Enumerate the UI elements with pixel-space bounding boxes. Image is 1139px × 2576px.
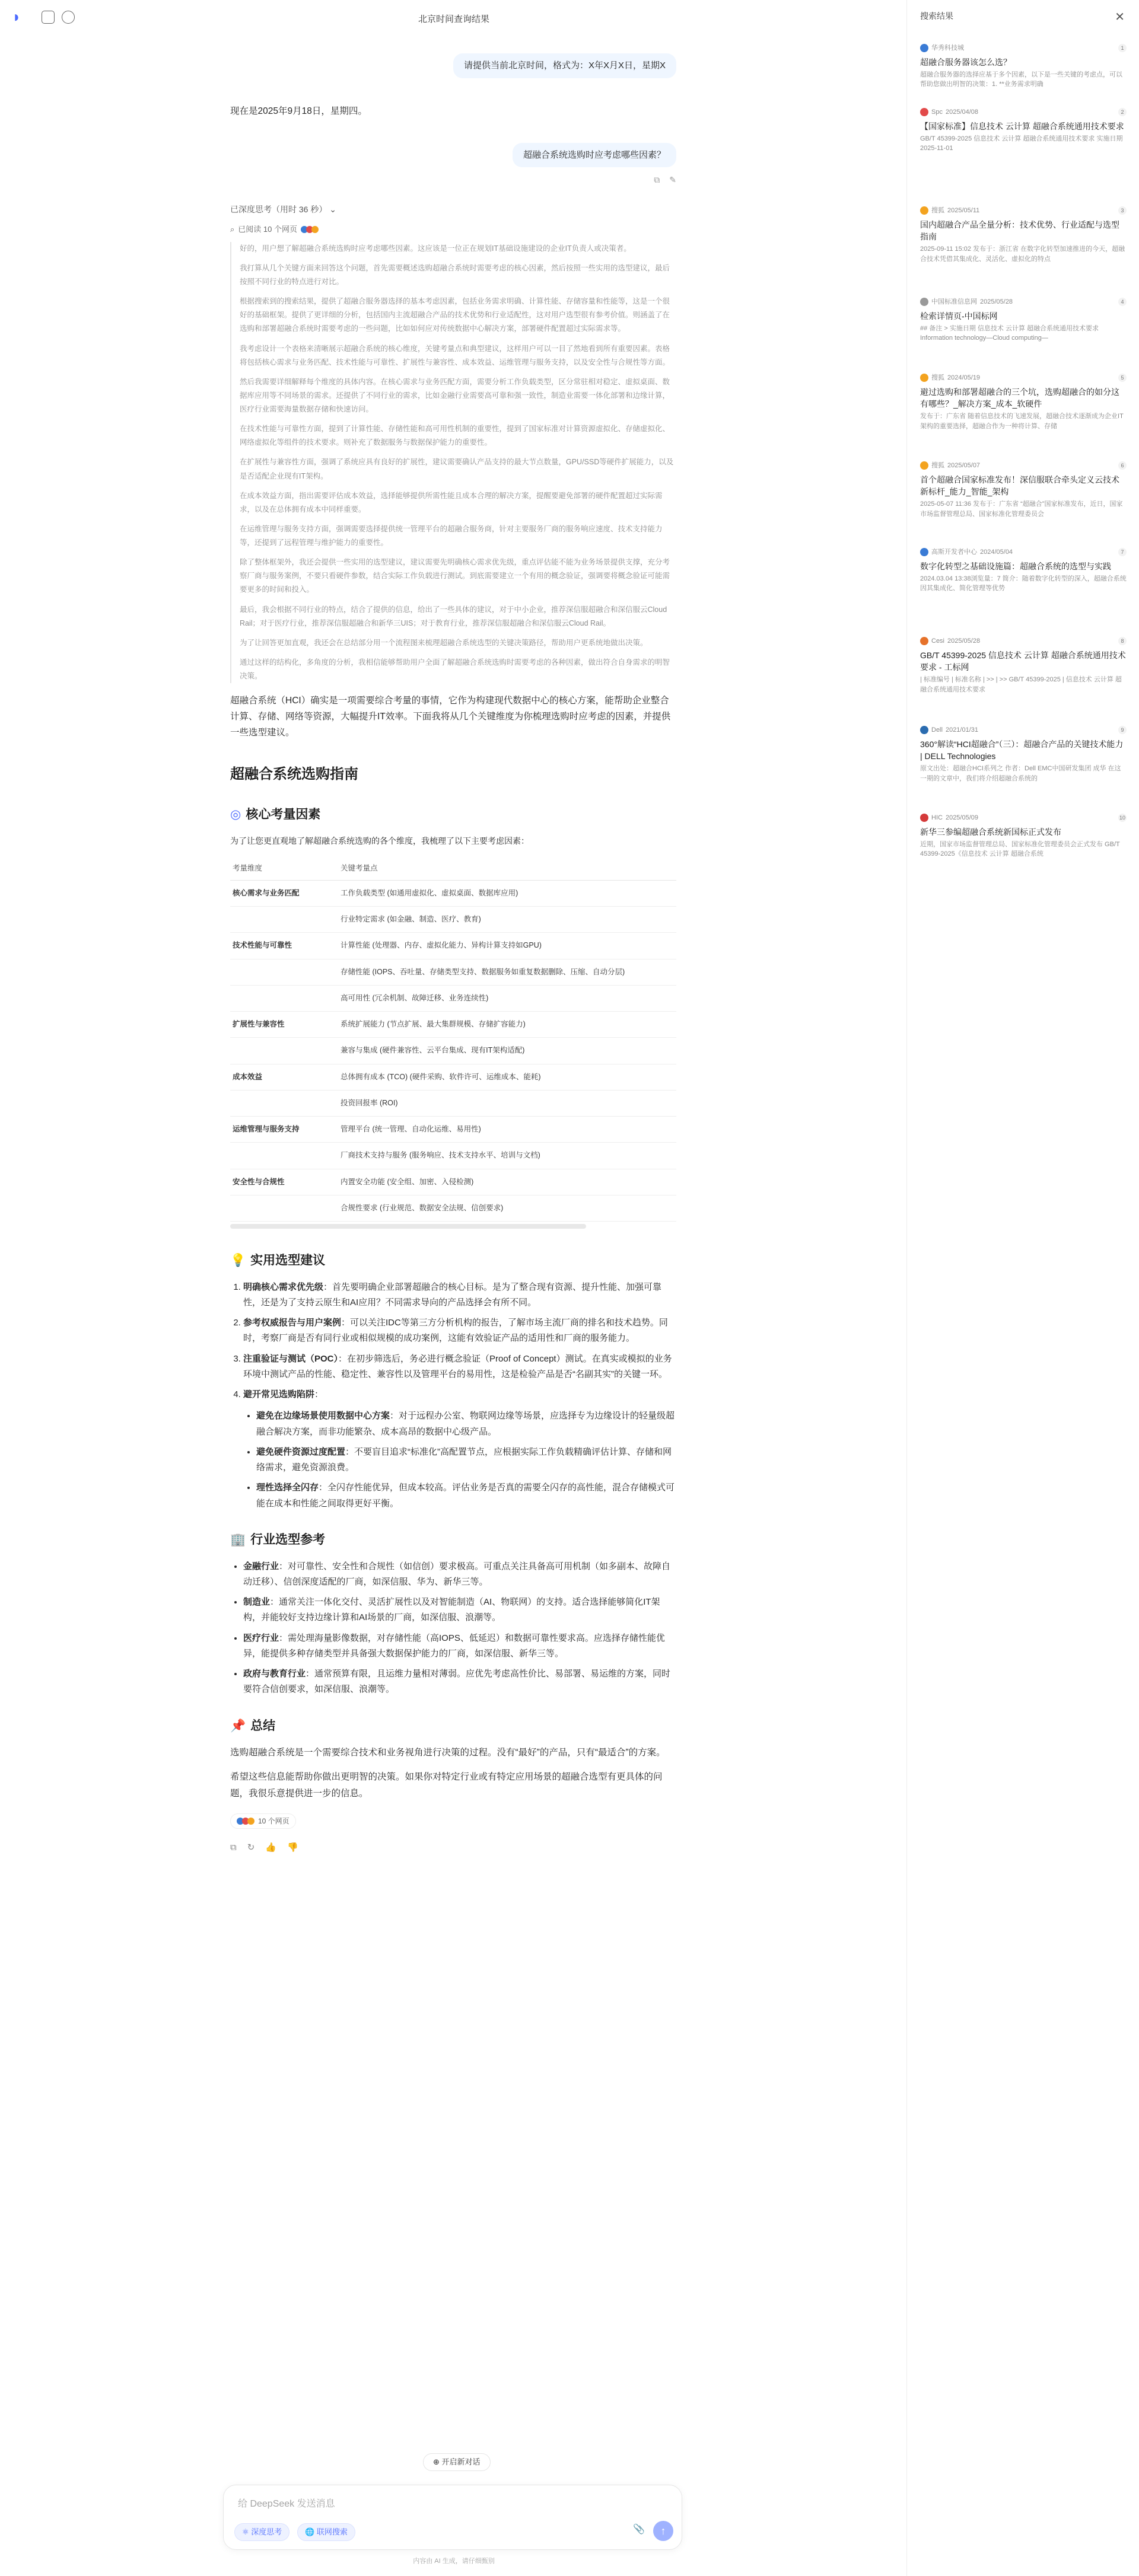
reasoning-paragraph: 通过这样的结构化，多角度的分析，我相信能够帮助用户全面了解超融合系统选购时需要考虑的各种因素，做出符合自身需求的明智决策。 bbox=[240, 658, 670, 681]
reasoning-paragraph: 然后我需要详细解释每个维度的具体内容。在核心需求与业务匹配方面，需要分析工作负载类型，区分常驻相对稳定、虚拟桌面、数据库应用等不同场景的需求。还提供了不同行业的需求，比如金融行业需要高可靠和强一致性，制造业需要一体化部署和边缘计算，医疗行业需要海量数据存储和快速访问。 bbox=[240, 377, 670, 414]
search-result-card[interactable] bbox=[920, 547, 1127, 594]
site-favicon-icon bbox=[920, 206, 928, 215]
result-snippet: 2025-09-11 15:02 发布于：浙江省 在数字化转型加速推进的今天，超融合技术凭借其集成化、灵活化、虚拟化的特点 bbox=[920, 246, 1125, 263]
reasoning-paragraph: 最后，我会根据不同行业的特点，结合了提供的信息，给出了一些具体的建议，对于中小企业，推荐深信服超融合和深信服云Cloud Rail；对于医疗行业，推荐深信服超融合和新华三UIS；对于教育行业，推荐深信服超融合和深信服云Cloud Rail。 bbox=[240, 605, 667, 627]
factor-dimension bbox=[230, 959, 338, 985]
result-meta bbox=[920, 43, 1127, 54]
source-favicons bbox=[301, 226, 319, 233]
reasoning-paragraph: 除了整体框架外，我还会提供一些实用的选型建议，建议需要先明确核心需求优先级，重点评估能不能为业务场景提供支撑，充分考察厂商与服务案例，不要只看硬件参数，结合实际工作负载进行测试。到底需要建立一个有用的概念验证，强调要将概念验证可能需要更多的时间和投入。 bbox=[240, 558, 670, 594]
table-row bbox=[230, 1012, 676, 1038]
top-bar bbox=[0, 0, 908, 39]
copy-icon[interactable]: ⧉ bbox=[654, 175, 660, 185]
result-snippet: 近期，国家市场监督管理总局、国家标准化管理委员会正式发布 GB/T 45399-2025《信息技术 云计算 超融合系统 bbox=[920, 840, 1120, 858]
result-date: 2025/05/11 bbox=[947, 207, 980, 214]
result-index: 5 bbox=[1118, 374, 1127, 382]
target-icon: ◎ bbox=[230, 808, 241, 822]
result-meta bbox=[920, 812, 1127, 824]
result-snippet: 超融合服务器的选择应基于多个因素，以下是一些关键的考虑点，可以帮助您做出明智的决策：1. **业务需求明确 bbox=[920, 71, 1122, 88]
reasoning-block bbox=[230, 242, 676, 683]
site-favicon-icon bbox=[920, 461, 928, 470]
deepseek-logo-icon[interactable]: ◗ bbox=[12, 8, 21, 25]
factor-point: 总体拥有成本 (TCO) (硬件采购、软件许可、运维成本、能耗) bbox=[338, 1064, 676, 1090]
factor-point: 高可用性 (冗余机制、故障迁移、业务连续性) bbox=[338, 985, 676, 1011]
result-index: 6 bbox=[1118, 461, 1127, 470]
table-row bbox=[230, 1038, 676, 1064]
factor-dimension: 安全性与合规性 bbox=[230, 1169, 338, 1195]
reasoning-paragraph: 好的，用户想了解超融合系统选购时应考虑哪些因素。这应该是一位正在规划IT基础设施建设的企业IT负责人或决策者。 bbox=[240, 244, 631, 253]
result-source: 高斯开发者中心 bbox=[931, 549, 977, 556]
source-favicons bbox=[237, 1818, 254, 1825]
result-source: 搜狐 bbox=[931, 374, 944, 381]
factor-point: 合规性要求 (行业规范、数据安全法规、信创要求) bbox=[338, 1195, 676, 1221]
read-sources-row[interactable] bbox=[230, 223, 676, 236]
result-snippet: 原文出处：超融合HCI系列之 作者：Dell EMC中国研发集团 成华 在这一期的文章中，我们将介绍超融合系统的 bbox=[920, 765, 1121, 782]
answer-actions bbox=[230, 1840, 676, 1856]
reasoning-paragraph: 在运维管理与服务支持方面，强调需要选择提供统一管理平台的超融合服务商，针对主要服务厂商的服务响应速度、技术支持能力等，还提到了远程管理与维护能力的重要性。 bbox=[240, 524, 663, 547]
search-result-card[interactable] bbox=[920, 205, 1127, 264]
search-results-panel bbox=[906, 0, 1139, 2576]
user-message-2 bbox=[230, 143, 676, 168]
table-scrollbar[interactable] bbox=[230, 1224, 586, 1229]
search-result-card[interactable] bbox=[920, 372, 1127, 431]
section-title: 🏢 行业选型参考 bbox=[230, 1529, 676, 1551]
site-favicon-icon bbox=[920, 726, 928, 734]
result-meta bbox=[920, 547, 1127, 558]
panel-title: 搜索结果 bbox=[920, 11, 953, 21]
result-index: 2 bbox=[1118, 108, 1127, 116]
search-result-card[interactable] bbox=[920, 725, 1127, 783]
section-title: ◎ 核心考量因素 bbox=[230, 804, 676, 825]
site-favicon-icon bbox=[920, 548, 928, 556]
new-chat-button[interactable]: ⊕ 开启新对话 bbox=[423, 2453, 491, 2471]
result-date: 2025/05/28 bbox=[947, 637, 981, 645]
table-row bbox=[230, 1064, 676, 1090]
factor-dimension: 技术性能与可靠性 bbox=[230, 933, 338, 959]
result-meta bbox=[920, 725, 1127, 736]
search-result-card[interactable] bbox=[920, 636, 1127, 694]
close-icon[interactable]: ✕ bbox=[1115, 11, 1125, 24]
result-title[interactable]: 新华三参编超融合系统新国标正式发布 bbox=[920, 827, 1061, 837]
table-row bbox=[230, 985, 676, 1011]
result-index: 7 bbox=[1118, 548, 1127, 556]
result-title[interactable]: 数字化转型之基础设施篇：超融合系统的选型与实践 bbox=[920, 561, 1111, 571]
result-snippet: 2024.03.04 13:38浏览量：7 简介：随着数字化转型的深入，超融合系统因其集成化、简化管理等优势 bbox=[920, 575, 1127, 592]
web-sources-chip[interactable]: 10 个网页 bbox=[230, 1813, 296, 1829]
send-button[interactable]: ↑ bbox=[653, 2521, 673, 2541]
section-intro: 为了让您更直观地了解超融合系统选购的各个维度，我梳理了以下主要考虑因素： bbox=[230, 836, 529, 846]
section-title: 📌 总结 bbox=[230, 1716, 676, 1737]
table-header: 考量维度 bbox=[230, 857, 338, 881]
result-date: 2021/01/31 bbox=[945, 726, 979, 734]
result-title[interactable]: 检索详情页-中国标网 bbox=[920, 311, 998, 321]
result-source: HIC bbox=[931, 814, 943, 821]
list-item: • 医疗行业：需处理海量影像数据，对存储性能（高IOPS、低延迟）和数据可靠性要求高。应选择存储性能优异，能提供多种存储类型并具备强大数据保护能力的厂商，如深信服、新华三等。 bbox=[243, 1631, 676, 1662]
deep-think-toggle[interactable]: ⚛ 深度思考 bbox=[234, 2523, 289, 2541]
search-result-card[interactable] bbox=[920, 297, 1127, 343]
pin-icon: 📌 bbox=[230, 1719, 246, 1733]
message-composer[interactable] bbox=[223, 2485, 682, 2550]
result-meta bbox=[920, 460, 1127, 471]
site-favicon-icon bbox=[920, 374, 928, 382]
result-meta bbox=[920, 205, 1127, 216]
result-index: 10 bbox=[1119, 815, 1125, 821]
reasoning-paragraph: 在技术性能与可靠性方面，提到了计算性能、存储性能和高可用性机制的重要性，提到了国家标准对计算资源虚拟化、存储虚拟化、网络虚拟化等组件的技术要求。则补充了数据服务与数据保护能力的重要性。 bbox=[240, 425, 670, 447]
web-search-toggle[interactable]: 🌐 联网搜索 bbox=[297, 2523, 355, 2541]
result-snippet: | 标准编号 | 标准名称 | >> | >> GB/T 45399-2025 | 信息技术 云计算 超融合系统通用技术要求 bbox=[920, 676, 1122, 693]
result-source: 华秀科技城 bbox=[931, 44, 964, 52]
industry-list bbox=[230, 1559, 676, 1698]
result-meta bbox=[920, 636, 1127, 647]
result-date: 2025/05/07 bbox=[947, 462, 981, 469]
thumbs-down-icon[interactable]: 👎 bbox=[287, 1842, 298, 1853]
list-item: 4. 避开常见选购陷阱： • 避免在边缘场景使用数据中心方案：对于远程办公室、物联网边缘等场景，应选择专为边缘设计的轻量级超融合解决方案，而非功能繁杂、成本高昂的数据中心级产品。 • 避免硬件资源过度配置：不要盲目追求“标准化”高配置节点，应根据实际工作负载精确评估计算、存储和网络需求，避免资源浪费。 • 理性选择全闪存：全闪存性能优异，但成本较高。评估业务是否真的需要全闪存的高性能，混合存储模式可能在成本和性能之间取得更好平衡。 bbox=[243, 1387, 676, 1512]
result-snippet: ## 备注 > 实施日期 信息技术 云计算 超融合系统通用技术要求 Information technology—Cloud computing— bbox=[920, 324, 1099, 342]
result-date: 2025/05/28 bbox=[980, 298, 1013, 305]
factor-dimension bbox=[230, 907, 338, 933]
reasoning-paragraph: 我考虑设计一个表格来清晰展示超融合系统的核心维度，关键考量点和典型建议，这样用户可以一目了然地看到所有重要因素。表格将包括核心需求与业务匹配、技术性能与可靠性、扩展性与兼容性、成本效益、运维管理与服务支持，以及安全性与合规性等方面。 bbox=[240, 344, 670, 366]
factor-dimension bbox=[230, 1038, 338, 1064]
result-title[interactable]: 国内超融合产品全量分析：技术优势、行业适配与选型指南 bbox=[920, 219, 1119, 241]
building-icon: 🏢 bbox=[230, 1532, 246, 1547]
atom-icon: ⚛ bbox=[242, 2527, 249, 2536]
user-message-actions bbox=[230, 173, 676, 187]
factor-dimension bbox=[230, 985, 338, 1011]
factor-point: 存储性能 (IOPS、吞吐量、存储类型支持、数据服务如重复数据删除、压缩、自动分层) bbox=[338, 959, 676, 985]
factor-point: 内置安全功能 (安全组、加密、入侵检测) bbox=[338, 1169, 676, 1195]
result-meta bbox=[920, 107, 1127, 118]
search-result-card[interactable] bbox=[920, 460, 1127, 519]
user-bubble: 超融合系统选购时应考虑哪些因素？ bbox=[513, 143, 676, 168]
factor-table bbox=[230, 857, 676, 1222]
list-item: • 制造业：通常关注一体化交付、灵活扩展性以及对智能制造（AI、物联网）的支持。适合选择能够简化IT架构，并能较好支持边缘计算和AI场景的厂商，如深信服、浪潮等。 bbox=[243, 1595, 676, 1626]
section-title: 💡 实用选型建议 bbox=[230, 1250, 676, 1271]
copy-icon[interactable]: ⧉ bbox=[230, 1842, 237, 1853]
table-row bbox=[230, 1090, 676, 1116]
result-title[interactable]: 【国家标准】信息技术 云计算 超融合系统通用技术要求 bbox=[920, 121, 1124, 131]
user-bubble: 请提供当前北京时间，格式为：X年X月X日，星期X bbox=[453, 53, 676, 78]
result-source: Dell bbox=[931, 726, 943, 734]
result-index: 8 bbox=[1118, 637, 1127, 645]
search-icon: ⌕ bbox=[230, 224, 235, 234]
assistant-answer-1: 现在是2025年9月18日，星期四。 bbox=[230, 106, 367, 116]
factor-point: 系统扩展能力 (节点扩展、最大集群规模、存储扩容能力) bbox=[338, 1012, 676, 1038]
result-date: 2024/05/04 bbox=[980, 549, 1013, 556]
table-row bbox=[230, 959, 676, 985]
table-header: 关键考量点 bbox=[338, 857, 676, 881]
conversation bbox=[230, 53, 676, 1856]
list-item: • 金融行业：对可靠性、安全性和合规性（如信创）要求极高。可重点关注具备高可用机制（如多副本、故障自动迁移）、信创深度适配的厂商，如深信服、华为、新华三等。 bbox=[243, 1559, 676, 1590]
result-source: 中国标准信息网 bbox=[931, 298, 977, 305]
reasoning-paragraph: 为了让回答更加直观，我还会在总结部分用一个流程图来梳理超融合系统选型的关键决策路径，帮助用户更系统地做出决策。 bbox=[240, 638, 648, 647]
user-message-1 bbox=[230, 53, 676, 78]
table-row bbox=[230, 1169, 676, 1195]
search-result-card[interactable] bbox=[920, 43, 1127, 90]
result-meta bbox=[920, 297, 1127, 308]
result-source: 搜狐 bbox=[931, 462, 944, 469]
table-row bbox=[230, 907, 676, 933]
factor-dimension: 运维管理与服务支持 bbox=[230, 1117, 338, 1143]
table-row bbox=[230, 1195, 676, 1221]
result-snippet: GB/T 45399-2025 信息技术 云计算 超融合系统通用技术要求 实施日期 2025-11-01 bbox=[920, 135, 1123, 152]
factor-point: 管理平台 (统一管理、自动化运维、易用性) bbox=[338, 1117, 676, 1143]
read-label: 已阅读 10 个网页 bbox=[238, 224, 297, 234]
factor-dimension bbox=[230, 1090, 338, 1116]
message-input[interactable]: 给 DeepSeek 发送消息 bbox=[238, 2499, 335, 2509]
result-title[interactable]: 超融合服务器该怎么选？ bbox=[920, 57, 1011, 67]
table-row bbox=[230, 1117, 676, 1143]
result-index: 4 bbox=[1118, 298, 1127, 306]
result-source: Cesi bbox=[931, 637, 945, 645]
factor-dimension bbox=[230, 1143, 338, 1169]
factor-dimension bbox=[230, 1195, 338, 1221]
guide-title: 超融合系统选购指南 bbox=[230, 766, 358, 782]
factor-point: 兼容与集成 (硬件兼容性、云平台集成、现有IT架构适配) bbox=[338, 1038, 676, 1064]
chat-title: 北京时间查询结果 bbox=[418, 14, 489, 24]
table-header-row bbox=[230, 857, 676, 881]
result-index: 1 bbox=[1118, 44, 1127, 52]
lightbulb-icon: 💡 bbox=[230, 1254, 246, 1268]
list-item: • 政府与教育行业：通常预算有限，且运维力量相对薄弱。应优先考虑高性价比、易部署、易运维的方案，同时要符合信创要求，如深信服、浪潮等。 bbox=[243, 1666, 676, 1698]
result-title[interactable]: 避过选购和部署超融合的三个坑，选购超融合的如分这有哪些？_解决方案_成本_软硬件 bbox=[920, 387, 1119, 409]
factor-point: 投资回报率 (ROI) bbox=[338, 1090, 676, 1116]
table-row bbox=[230, 880, 676, 906]
list-item: • 理性选择全闪存：全闪存性能优异，但成本较高。评估业务是否真的需要全闪存的高性能，混合存储模式可能在成本和性能之间取得更好平衡。 bbox=[256, 1480, 676, 1512]
site-favicon-icon bbox=[920, 637, 928, 645]
answer-intro: 超融合系统（HCI）确实是一项需要综合考量的事情，它作为构建现代数据中心的核心方案，能帮助企业整合计算、存储、网络等资源，大幅提升IT效率。下面我将从几个关键维度为你梳理选购时应考虑的因素，并提供一些选型建议。 bbox=[230, 696, 671, 738]
footer-note: 内容由 AI 生成，请仔细甄别 bbox=[413, 2558, 495, 2565]
attach-icon[interactable]: 📎 bbox=[633, 2524, 645, 2534]
reasoning-paragraph: 我打算从几个关键方面来回答这个问题，首先需要概述选购超融合系统时需要考虑的核心因素，然后按照一些实用的选型建议，最后按照不同行业的特点进行对比。 bbox=[240, 263, 670, 286]
site-favicon-icon bbox=[920, 108, 928, 116]
table-row bbox=[230, 933, 676, 959]
summary-paragraph: 选购超融合系统是一个需要综合技术和业务视角进行决策的过程。没有“最好”的产品，只有“最适合”的方案。 bbox=[230, 1748, 666, 1758]
result-source: Spc bbox=[931, 109, 943, 116]
result-title[interactable]: 360°解读“HCI超融合”（三）：超融合产品的关键技术能力 | DELL Technologies bbox=[920, 739, 1124, 761]
new-chat-icon: ⊕ bbox=[433, 2457, 440, 2466]
result-index: 3 bbox=[1118, 206, 1127, 215]
think-toggle[interactable] bbox=[230, 203, 676, 217]
result-snippet: 2025-05-07 11:36 发布于：广东省 “超融合”国家标准发布，近日，国家市场监督管理总局、国家标准化管理委员会 bbox=[920, 500, 1123, 518]
tips-list bbox=[230, 1280, 676, 1512]
summary-paragraph: 希望这些信息能帮助你做出更明智的决策。如果你对特定行业或有特定应用场景的超融合选型有更具体的问题，我很乐意提供进一步的信息。 bbox=[230, 1772, 663, 1799]
thumbs-up-icon[interactable]: 👍 bbox=[265, 1842, 276, 1853]
table-row bbox=[230, 1143, 676, 1169]
list-item: 1. 明确核心需求优先级：首先要明确企业部署超融合的核心目标。是为了整合现有资源、提升性能、加强可靠性，还是为了支持云原生和AI应用？不同需求导向的产品选择会有所不同。 bbox=[243, 1280, 676, 1311]
list-item: • 避免硬件资源过度配置：不要盲目追求“标准化”高配置节点，应根据实际工作负载精确评估计算、存储和网络需求，避免资源浪费。 bbox=[256, 1445, 676, 1476]
pitfall-list bbox=[243, 1408, 676, 1512]
factor-point: 厂商技术支持与服务 (服务响应、技术支持水平、培训与文档) bbox=[338, 1143, 676, 1169]
globe-icon: 🌐 bbox=[305, 2527, 315, 2536]
edit-icon[interactable]: ✎ bbox=[669, 175, 676, 185]
list-item: 3. 注重验证与测试（POC）：在初步筛选后，务必进行概念验证（Proof of Concept）测试。在真实或模拟的业务环境中测试产品的性能、稳定性、兼容性以及管理平台的易用性，这是检验产品是否“名副其实”的关键一环。 bbox=[243, 1351, 676, 1383]
search-result-card[interactable] bbox=[920, 107, 1127, 154]
factor-point: 工作负载类型 (如通用虚拟化、虚拟桌面、数据库应用) bbox=[338, 880, 676, 906]
think-label: 已深度思考（用时 36 秒） bbox=[230, 204, 327, 214]
factor-dimension: 扩展性与兼容性 bbox=[230, 1012, 338, 1038]
factor-dimension: 核心需求与业务匹配 bbox=[230, 880, 338, 906]
list-item: 2. 参考权威报告与用户案例：可以关注IDC等第三方分析机构的报告，了解市场主流厂商的排名和技术趋势。同时，考察厂商是否有同行业或相似规模的成功案例，这能有效验证产品的适用性和厂商的服务能力。 bbox=[243, 1315, 676, 1347]
search-result-card[interactable] bbox=[920, 812, 1127, 859]
factor-point: 行业特定需求 (如金融、制造、医疗、教育) bbox=[338, 907, 676, 933]
result-date: 2025/04/08 bbox=[945, 109, 979, 116]
factor-point: 计算性能 (处理器、内存、虚拟化能力、异构计算支持如GPU) bbox=[338, 933, 676, 959]
site-favicon-icon bbox=[920, 814, 928, 822]
list-item: • 避免在边缘场景使用数据中心方案：对于远程办公室、物联网边缘等场景，应选择专为边缘设计的轻量级超融合解决方案，而非功能繁杂、成本高昂的数据中心级产品。 bbox=[256, 1408, 676, 1440]
result-title[interactable]: GB/T 45399-2025 信息技术 云计算 超融合系统通用技术要求 - 工标网 bbox=[920, 650, 1126, 672]
result-snippet: 发布于：广东省 随着信息技术的飞速发展，超融合技术逐渐成为企业IT架构的重要选择，超融合作为一种将计算、存储 bbox=[920, 413, 1124, 430]
regenerate-icon[interactable]: ↻ bbox=[247, 1842, 255, 1853]
result-date: 2025/05/09 bbox=[945, 814, 979, 821]
result-title[interactable]: 首个超融合国家标准发布！深信服联合牵头定义云技术新标杆_能力_智能_架构 bbox=[920, 474, 1119, 496]
result-meta bbox=[920, 372, 1127, 384]
factor-dimension: 成本效益 bbox=[230, 1064, 338, 1090]
reasoning-paragraph: 根据搜索到的搜索结果，提供了超融合服务器选择的基本考虑因素，包括业务需求明确、计算性能、存储容量和性能等，这是一个很好的基础框架。提供了更详细的分析，包括国内主流超融合产品的技术优势和行业适配性，这对用户选型很有参考价值。则涵盖了在选购和部署超融合系统时需要考虑的一些问题，比如如何应对传统数据中心解决方案，部署硬件配置超过实际需求等。 bbox=[240, 297, 670, 333]
reasoning-paragraph: 在扩展性与兼容性方面，强调了系统应具有良好的扩展性，建议需要确认产品支持的最大节点数量，GPU/SSD等硬件扩展能力，以及是否适配企业现有IT架构。 bbox=[240, 458, 674, 480]
chevron-down-icon: ⌄ bbox=[329, 204, 336, 214]
result-source: 搜狐 bbox=[931, 207, 944, 214]
site-favicon-icon bbox=[920, 298, 928, 306]
result-date: 2024/05/19 bbox=[947, 374, 981, 381]
reasoning-paragraph: 在成本效益方面，指出需要评估成本效益，选择能够提供所需性能且成本合理的解决方案，提醒要避免部署的硬件配置超过实际需求，以及在总体拥有成本中同样重要。 bbox=[240, 491, 663, 514]
result-index: 9 bbox=[1118, 726, 1127, 734]
site-favicon-icon bbox=[920, 44, 928, 52]
